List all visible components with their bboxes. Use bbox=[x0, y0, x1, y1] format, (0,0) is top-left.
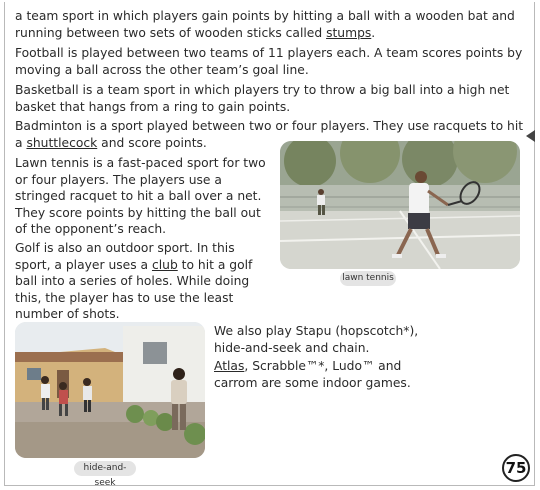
hide-and-seek-caption: hide-and-seek bbox=[74, 461, 136, 476]
indoor-games-paragraph bbox=[214, 358, 426, 391]
indoor-games-text: , Scrabble™*, Ludo™ and carrom are some indoor games. bbox=[214, 359, 411, 390]
page-number: 75 bbox=[502, 454, 530, 482]
term-club: club bbox=[151, 257, 178, 272]
page-tab-marker bbox=[526, 130, 535, 142]
golf-text: Golf is also an outdoor sport. In this sport, a player uses a bbox=[15, 241, 235, 272]
term-stumps: stumps bbox=[326, 25, 372, 40]
tennis-paragraph: Lawn tennis is a fast-paced sport for two or four players. The players use a stringed racquet to hit a ball over a net. They score points by hitting the ball out of the opponent’s reach. bbox=[15, 156, 266, 236]
golf-text-end: to hit a golf ball into a series of holes. While doing this, the player has to use the least number of shots. bbox=[15, 257, 253, 321]
cricket-text-end: . bbox=[371, 25, 376, 40]
badminton-text: Badminton is a sport played between two or four players. They use racquets to hit a bbox=[15, 119, 524, 150]
cricket-paragraph bbox=[15, 8, 527, 41]
hide-and-seek-photo bbox=[15, 322, 205, 458]
term-atlas: Atlas bbox=[214, 359, 245, 373]
football-paragraph: Football is played between two teams of 11 players each. A team scores points by moving a ball across the other team’s goal line. bbox=[15, 46, 523, 77]
lawn-tennis-illustration bbox=[280, 141, 520, 269]
basketball-paragraph: Basketball is a team sport in which players try to throw a big ball into a high net basket that hangs from a ring to gain points. bbox=[15, 83, 510, 114]
lawn-tennis-caption: lawn tennis bbox=[340, 271, 396, 286]
stapu-paragraph: We also play Stapu (hopscotch*), hide-and-seek and chain. bbox=[214, 324, 419, 355]
golf-paragraph bbox=[15, 240, 273, 323]
hide-and-seek-illustration bbox=[15, 322, 205, 458]
cricket-text: a team sport in which players gain points by hitting a ball with a wooden bat and running between two sets of wooden sticks called bbox=[15, 9, 515, 40]
lawn-tennis-photo bbox=[280, 141, 520, 269]
term-shuttlecock: shuttlecock bbox=[26, 135, 98, 150]
badminton-text-end: and score points. bbox=[97, 135, 207, 150]
